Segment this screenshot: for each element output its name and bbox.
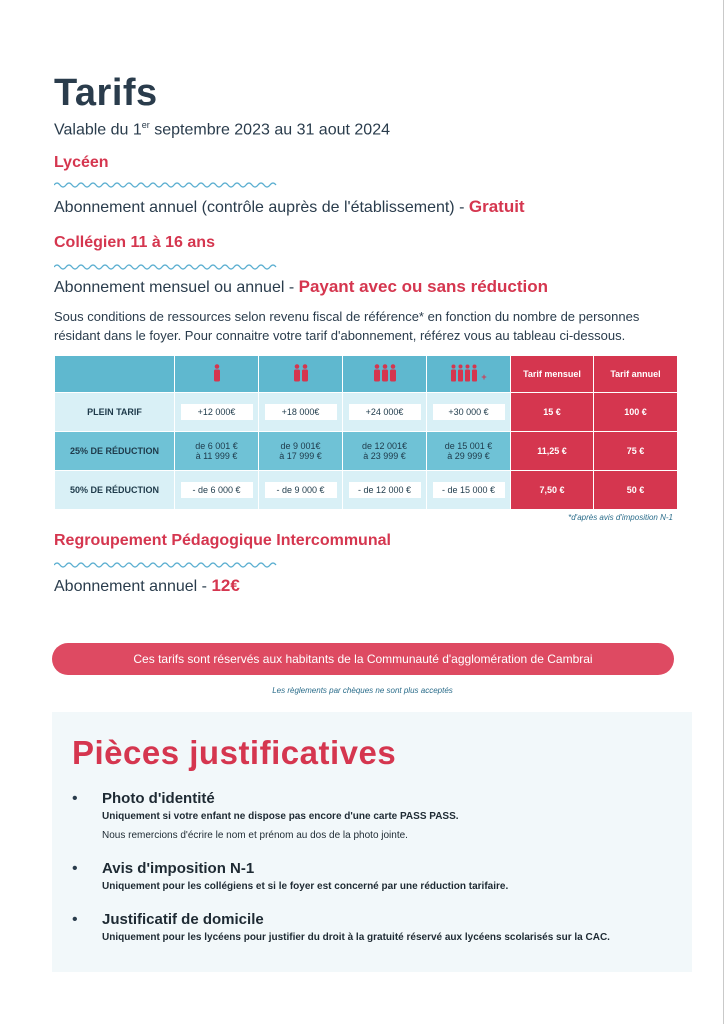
household-1-person (175, 356, 259, 393)
college-heading: Collégien 11 à 16 ans (54, 234, 215, 251)
table-row (55, 432, 678, 471)
header-monthly: Tarif mensuel (511, 356, 594, 393)
income-cell (175, 471, 259, 510)
person-icon (213, 364, 221, 382)
plus-sign: + (481, 372, 487, 382)
page-title: Tarifs (54, 72, 158, 114)
row-label: 50% DE RÉDUCTION (55, 471, 175, 510)
annual-price: 100 € (594, 393, 678, 432)
lyceen-price: Gratuit (468, 197, 525, 216)
income-cell (259, 432, 343, 471)
income-cell (259, 471, 343, 510)
four-persons-plus-icon (450, 364, 486, 382)
document-desc: Uniquement pour les collégiens et si le foyer est concerné par une réduction tarifaire. (102, 881, 509, 892)
college-price: Payant avec ou sans réduction (298, 277, 549, 296)
income-line: - de 9 000 € (276, 485, 325, 495)
income-cell (427, 471, 511, 510)
validity-suffix: septembre 2023 au 31 aout 2024 (149, 121, 390, 139)
document-desc: Uniquement pour les lycéens pour justifier du droit à la gratuité réservé aux lycéens scolarisés sur la CAC. (102, 932, 610, 943)
income-cell (427, 432, 511, 471)
table-row (55, 393, 678, 432)
income-line: - de 15 000 € (441, 485, 496, 495)
monthly-price: 7,50 € (511, 471, 594, 510)
document-name: Justificatif de domicile (102, 911, 264, 928)
income-line: - de 6 000 € (192, 485, 241, 495)
residents-banner: Ces tarifs sont réservés aux habitants de la Communauté d'agglomération de Cambrai (52, 643, 674, 675)
table-row (55, 471, 678, 510)
three-persons-icon (373, 364, 397, 382)
household-4plus-persons (427, 356, 511, 393)
income-cell (343, 471, 427, 510)
annual-price: 75 € (594, 432, 678, 471)
validity-prefix: Valable du 1 (54, 121, 142, 139)
documents-title: Pièces justificatives (72, 734, 397, 771)
cheques-notice: Les règlements par chèques ne sont plus acceptés (272, 686, 453, 695)
income-cell (343, 432, 427, 471)
wavy-divider (54, 263, 280, 271)
two-persons-icon (293, 364, 309, 382)
lyceen-heading: Lycéen (54, 154, 109, 171)
tarif-table (54, 355, 678, 510)
table-footnote: *d'après avis d'imposition N-1 (568, 513, 673, 522)
lyceen-line-text: Abonnement annuel (contrôle auprès de l'établissement) - (54, 199, 469, 216)
bullet-icon: • (72, 790, 78, 807)
rpi-line (54, 576, 240, 596)
wavy-divider (54, 561, 280, 569)
table-header-row (55, 356, 678, 393)
rpi-line-text: Abonnement annuel - (54, 578, 212, 595)
income-line: à 29 999 € (447, 451, 490, 461)
rpi-price: 12€ (211, 576, 240, 595)
household-3-persons (343, 356, 427, 393)
document-name: Photo d'identité (102, 790, 215, 807)
bullet-icon: • (72, 860, 78, 877)
lyceen-line (54, 197, 525, 217)
document-desc: Nous remercions d'écrire le nom et prénom au dos de la photo jointe. (102, 830, 408, 841)
income-line: de 9 001€ (280, 441, 321, 451)
wavy-divider (54, 181, 280, 189)
income-line: à 23 999 € (363, 451, 406, 461)
income-line: +18 000€ (281, 407, 320, 417)
validity-period (54, 120, 390, 139)
college-conditions: Sous conditions de ressources selon revenu fiscal de référence* en fonction du nombre de personnes résidant dans le foyer. Pour connaitre votre tarif d'abonnement, référez vous au tableau ci-dessous. (54, 309, 640, 343)
income-cell (259, 393, 343, 432)
table-corner (55, 356, 175, 393)
document-desc: Uniquement si votre enfant ne dispose pas encore d'une carte PASS PASS. (102, 811, 459, 822)
college-line-text: Abonnement mensuel ou annuel - (54, 279, 299, 296)
college-line (54, 277, 548, 297)
income-line: de 12 001€ (361, 441, 408, 451)
row-label: PLEIN TARIF (55, 393, 175, 432)
income-line: de 15 001 € (444, 441, 493, 451)
rpi-heading: Regroupement Pédagogique Intercommunal (54, 532, 391, 549)
income-line: +24 000€ (365, 407, 404, 417)
bullet-icon: • (72, 911, 78, 928)
income-line: - de 12 000 € (357, 485, 412, 495)
annual-price: 50 € (594, 471, 678, 510)
income-line: +30 000 € (448, 407, 489, 417)
monthly-price: 11,25 € (511, 432, 594, 471)
header-annual: Tarif annuel (594, 356, 678, 393)
row-label: 25% DE RÉDUCTION (55, 432, 175, 471)
income-line: à 11 999 € (195, 451, 238, 461)
income-cell (175, 432, 259, 471)
validity-sup: er (141, 120, 150, 130)
monthly-price: 15 € (511, 393, 594, 432)
income-line: à 17 999 € (279, 451, 322, 461)
income-cell (343, 393, 427, 432)
income-line: +12 000€ (197, 407, 236, 417)
document-name: Avis d'imposition N-1 (102, 860, 255, 877)
income-line: de 6 001 € (195, 441, 238, 451)
household-2-persons (259, 356, 343, 393)
income-cell (175, 393, 259, 432)
income-cell (427, 393, 511, 432)
